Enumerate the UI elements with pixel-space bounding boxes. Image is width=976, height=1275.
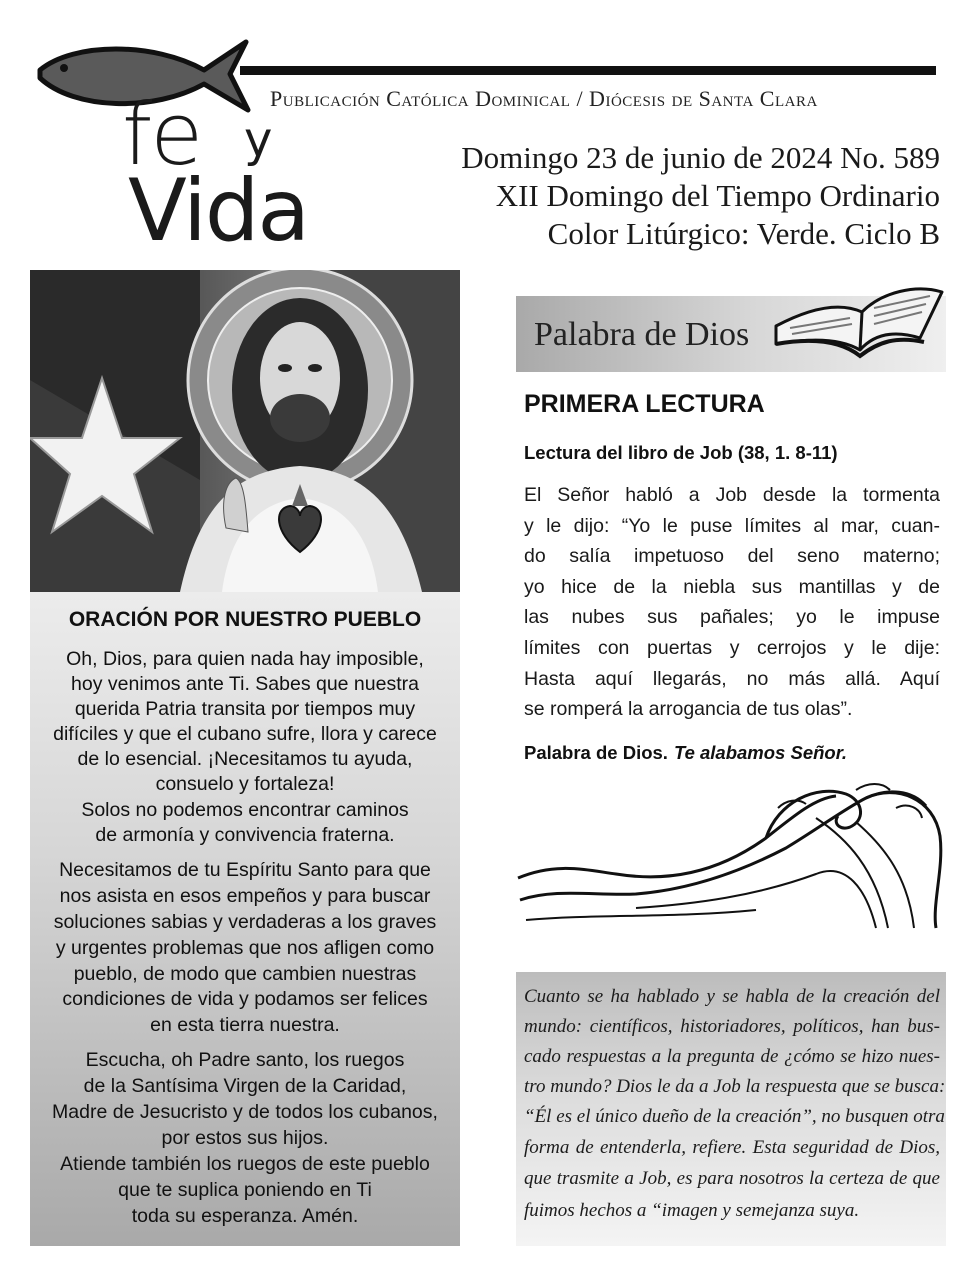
reading-line: límites con puertas y cerrojos y le dije: bbox=[524, 636, 940, 659]
logo-word-vida: Vida bbox=[128, 161, 309, 261]
prayer-line: soluciones sabias y verdaderas a los graves bbox=[53, 911, 437, 933]
prayer-line: de la Santísima Virgen de la Caridad, bbox=[83, 1075, 407, 1097]
prayer-line: de lo esencial. ¡Necesitamos tu ayuda, bbox=[77, 748, 413, 770]
prayer-line: Escucha, oh Padre santo, los ruegos bbox=[85, 1049, 405, 1071]
word-of-god-title: Palabra de Dios bbox=[534, 316, 750, 353]
commentary-line: tro mundo? Dios le da a Job la respuesta que se busca: bbox=[524, 1076, 946, 1097]
prayer-line: Oh, Dios, para quien nada hay imposible, bbox=[66, 648, 424, 670]
masthead-rule bbox=[240, 66, 936, 75]
commentary-line: que trasmite a Job, es para nosotros la certeza de que bbox=[524, 1168, 940, 1189]
commentary-line: “Él es el único dueño de la creación”, no busquen otra bbox=[524, 1106, 945, 1127]
prayer-line: Necesitamos de tu Espíritu Santo para que bbox=[59, 859, 431, 881]
prayer-line: en esta tierra nuestra. bbox=[150, 1014, 340, 1036]
commentary-line: mundo: científicos, historiadores, políticos, han bus- bbox=[524, 1016, 940, 1037]
acclamation-response: Te alabamos Señor. bbox=[673, 742, 848, 763]
prayer-line: por estos sus hijos. bbox=[161, 1127, 329, 1149]
reading-line: El Señor habló a Job desde la tormenta bbox=[524, 484, 940, 506]
prayer-line: Solos no podemos encontrar caminos bbox=[81, 799, 409, 821]
logo-word-fe: fe bbox=[122, 85, 202, 185]
prayer-line: nos asista en esos empeños y para buscar bbox=[59, 885, 431, 907]
prayer-line: y urgentes problemas que nos afligen como bbox=[55, 937, 435, 959]
reading-line: las nubes sus pañales; yo le impuse bbox=[524, 606, 940, 629]
prayer-line: que te suplica poniendo en Ti bbox=[118, 1179, 372, 1201]
prayer-line: pueblo, de modo que cambien nuestras bbox=[73, 963, 417, 985]
open-bible-icon bbox=[770, 268, 948, 360]
acclamation-text: Palabra de Dios. bbox=[524, 742, 668, 763]
prayer-line: Madre de Jesucristo y de todos los cubanos, bbox=[52, 1101, 438, 1123]
prayer-line: hoy venimos ante Ti. Sabes que nuestra bbox=[71, 673, 419, 695]
reading-line: y le dijo: “Yo le puse límites al mar, cuan- bbox=[524, 514, 940, 537]
issue-date-line: Domingo 23 de junio de 2024 No. 589 bbox=[461, 140, 940, 175]
prayer-line: condiciones de vida y podamos ser felices bbox=[62, 988, 428, 1010]
publisher-line: Publicación Católica Dominical / Diócesis de Santa Clara bbox=[270, 86, 818, 111]
prayer-line: querida Patria transita por tiempos muy bbox=[74, 698, 416, 720]
prayer-line: Atiende también los ruegos de este pueblo bbox=[60, 1153, 430, 1175]
commentary-line: Cuanto se ha hablado y se habla de la creación del bbox=[524, 986, 940, 1007]
reading-line: Hasta aquí llegarás, no más allá. Aquí bbox=[524, 667, 940, 690]
prayer-title: ORACIÓN POR NUESTRO PUEBLO bbox=[68, 608, 422, 631]
prayer-line: difíciles y que el cubano sufre, llora y carece bbox=[53, 723, 437, 745]
reading-line: yo hice de la niebla sus mantillas y de bbox=[524, 575, 940, 598]
sacred-heart-illustration bbox=[30, 270, 460, 592]
prayer-line: de armonía y convivencia fraterna. bbox=[95, 824, 395, 846]
reading-line: do salía impetuoso del seno materno; bbox=[524, 545, 940, 568]
liturgical-color-line: Color Litúrgico: Verde. Ciclo B bbox=[547, 216, 940, 251]
prayer-line: toda su esperanza. Amén. bbox=[131, 1205, 359, 1227]
acclamation bbox=[524, 742, 847, 764]
reading-reference: Lectura del libro de Job (38, 1. 8-11) bbox=[524, 442, 838, 463]
logo-word-y: y bbox=[244, 112, 273, 168]
prayer-line: consuelo y fortaleza! bbox=[155, 773, 335, 795]
commentary-line: fuimos hechos a “imagen y semejanza suya. bbox=[524, 1200, 860, 1221]
sacred-heart-image bbox=[30, 270, 460, 592]
reading-line: se romperá la arrogancia de tus olas”. bbox=[524, 698, 853, 721]
liturgical-sunday-line: XII Domingo del Tiempo Ordinario bbox=[495, 178, 940, 213]
reading-title: PRIMERA LECTURA bbox=[524, 390, 765, 418]
commentary-line: forma de entenderla, refiere. Esta seguridad de Dios, bbox=[524, 1137, 940, 1158]
reading-text bbox=[524, 480, 940, 725]
commentary-line: cado respuestas a la pregunta de ¿cómo se hizo nues- bbox=[524, 1046, 940, 1067]
ocean-wave-illustration bbox=[516, 778, 946, 934]
